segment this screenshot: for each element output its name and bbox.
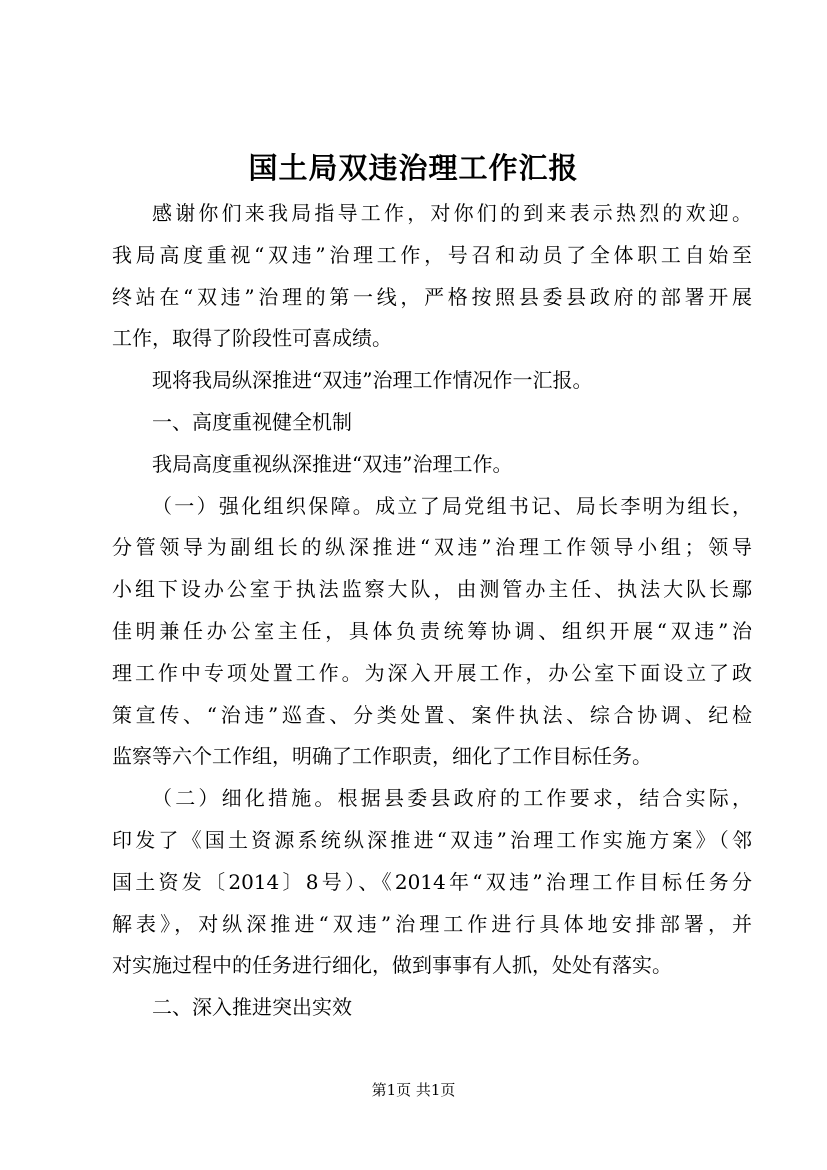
section-heading-2: 二、深入推进突出实效	[152, 995, 352, 1020]
body-line-18: 解表》，对纵深推进“双违”治理工作进行具体地安排部署，并	[112, 911, 752, 936]
body-line-14: 监察等六个工作组，明确了工作职责，细化了工作目标任务。	[112, 744, 652, 769]
body-line-17: 国土资发〔2014〕8号）、《2014年“双违”治理工作目标任务分	[112, 869, 752, 894]
body-line-5: 现将我局纵深推进“双违”治理工作情况作一汇报。	[152, 368, 593, 393]
body-line-13: 策宣传、“治违”巡查、分类处置、案件执法、综合协调、纪检	[112, 702, 752, 727]
body-line-9: 分管领导为副组长的纵深推进“双违”治理工作领导小组；领导	[112, 535, 752, 560]
body-line-8: （一）强化组织保障。成立了局党组书记、局长李明为组长，	[152, 493, 752, 518]
page-footer: 第1页 共1页	[371, 1081, 456, 1099]
body-line-4: 工作，取得了阶段性可喜成绩。	[112, 326, 392, 351]
body-line-19: 对实施过程中的任务进行细化，做到事事有人抓，处处有落实。	[112, 953, 672, 978]
body-line-10: 小组下设办公室于执法监察大队，由测管办主任、执法大队长鄢	[112, 577, 752, 602]
body-line-3: 终站在“双违”治理的第一线，严格按照县委县政府的部署开展	[112, 284, 752, 309]
body-line-2: 我局高度重视“双违”治理工作，号召和动员了全体职工自始至	[112, 242, 752, 267]
document-body	[112, 193, 752, 1029]
section-heading-1: 一、高度重视健全机制	[152, 409, 352, 434]
body-line-15: （二）细化措施。根据县委县政府的工作要求，结合实际，	[152, 786, 752, 811]
body-line-1: 感谢你们来我局指导工作，对你们的到来表示热烈的欢迎。	[152, 201, 752, 225]
body-line-7: 我局高度重视纵深推进“双违”治理工作。	[152, 451, 513, 476]
body-line-12: 理工作中专项处置工作。为深入开展工作，办公室下面设立了政	[112, 660, 752, 685]
document-title: 国土局双违治理工作汇报	[248, 151, 579, 185]
body-line-11: 佳明兼任办公室主任，具体负责统筹协调、组织开展“双违”治	[112, 618, 752, 643]
body-line-16: 印发了《国土资源系统纵深推进“双违”治理工作实施方案》（邻	[112, 827, 752, 852]
